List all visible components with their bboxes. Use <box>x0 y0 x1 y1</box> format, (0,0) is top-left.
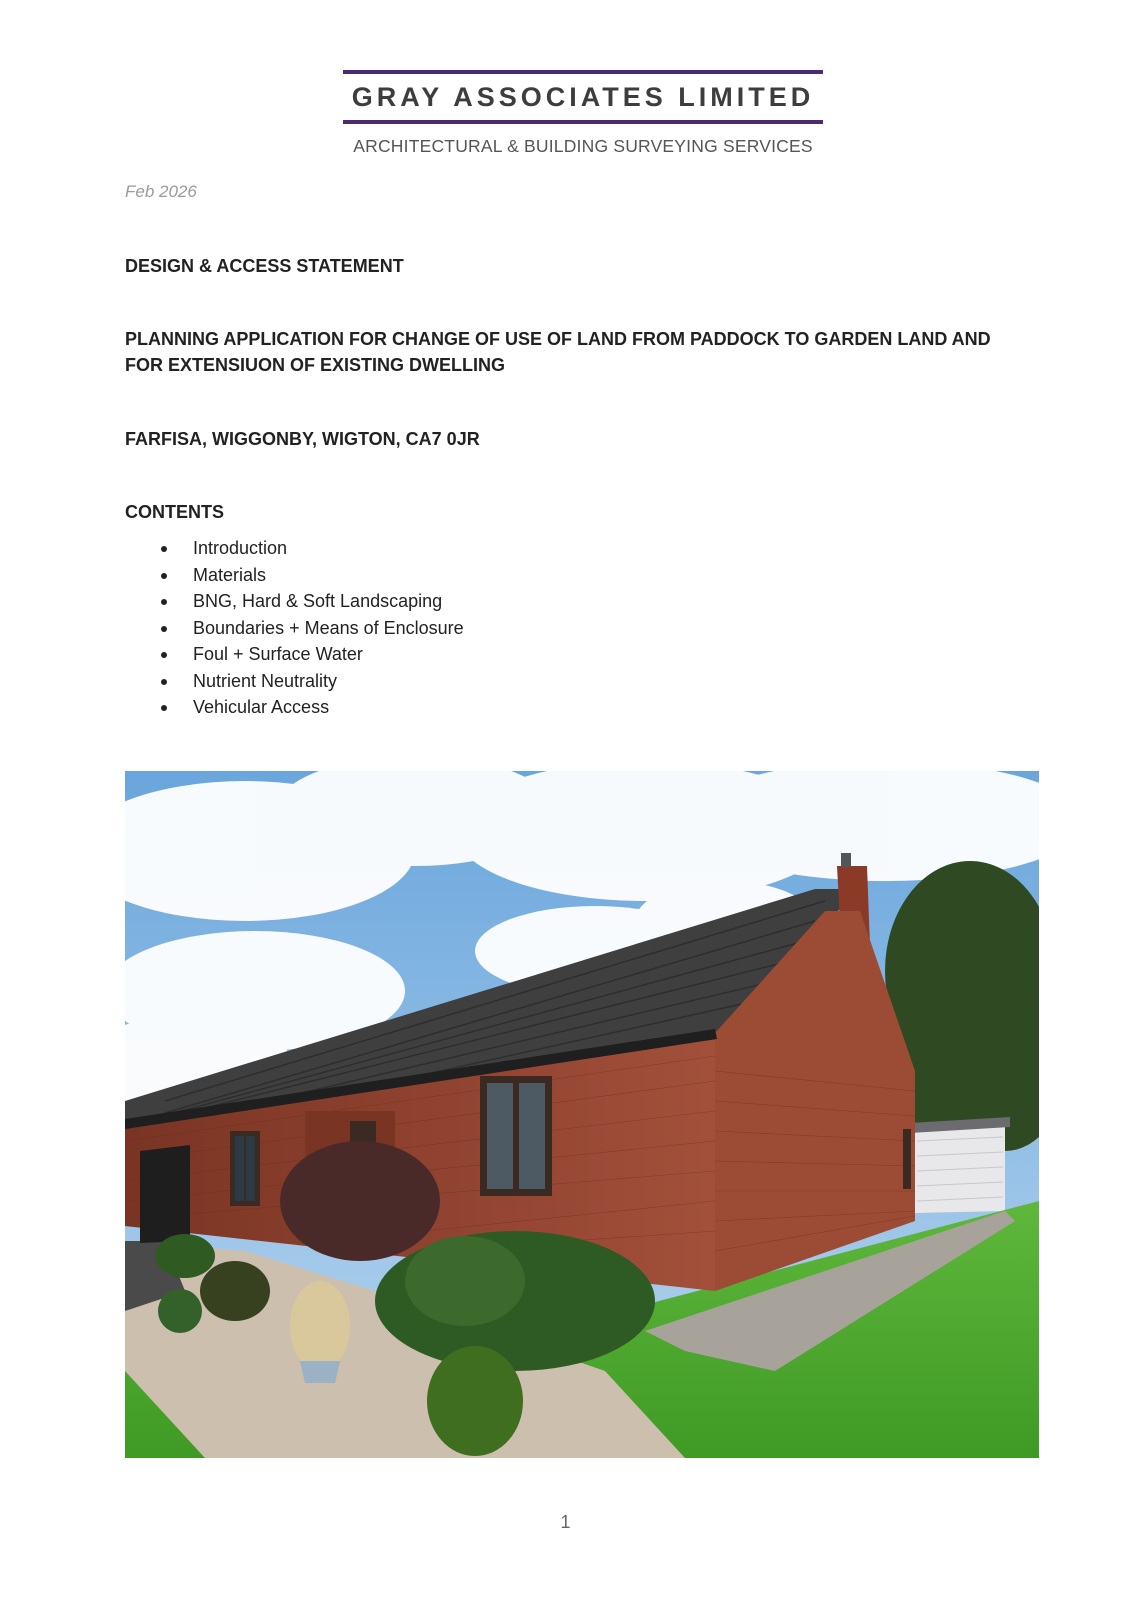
application-title: PLANNING APPLICATION FOR CHANGE OF USE OF LAND FROM PADDOCK TO GARDEN LAND AND FOR EXTENSIUON OF EXISTING DWELLING <box>125 329 991 375</box>
garage <box>910 1117 1010 1213</box>
house-photo <box>125 771 1039 1458</box>
contents-item: Introduction <box>125 535 464 562</box>
site-address: FARFISA, WIGGONBY, WIGTON, CA7 0JR <box>125 429 480 449</box>
contents-heading: CONTENTS <box>125 502 224 522</box>
letterhead-bottom-rule <box>343 120 823 124</box>
house-garage-door <box>140 1145 190 1243</box>
contents-item: Vehicular Access <box>125 694 464 721</box>
document-date: Feb 2026 <box>125 182 197 201</box>
contents-item: Boundaries + Means of Enclosure <box>125 615 464 642</box>
window-left <box>230 1131 260 1206</box>
letterhead <box>343 70 823 157</box>
contents-item: Nutrient Neutrality <box>125 668 464 695</box>
document-title: DESIGN & ACCESS STATEMENT <box>125 256 404 276</box>
gable-window <box>903 1129 911 1189</box>
window-right <box>480 1076 552 1196</box>
company-name: GRAY ASSOCIATES LIMITED <box>351 82 815 112</box>
page-number: 1 <box>560 1512 571 1532</box>
contents-item: Materials <box>125 562 464 589</box>
contents-list <box>125 535 464 721</box>
contents-item: BNG, Hard & Soft Landscaping <box>125 588 464 615</box>
contents-item: Foul + Surface Water <box>125 641 464 668</box>
company-tagline: ARCHITECTURAL & BUILDING SURVEYING SERVICES <box>353 136 813 156</box>
